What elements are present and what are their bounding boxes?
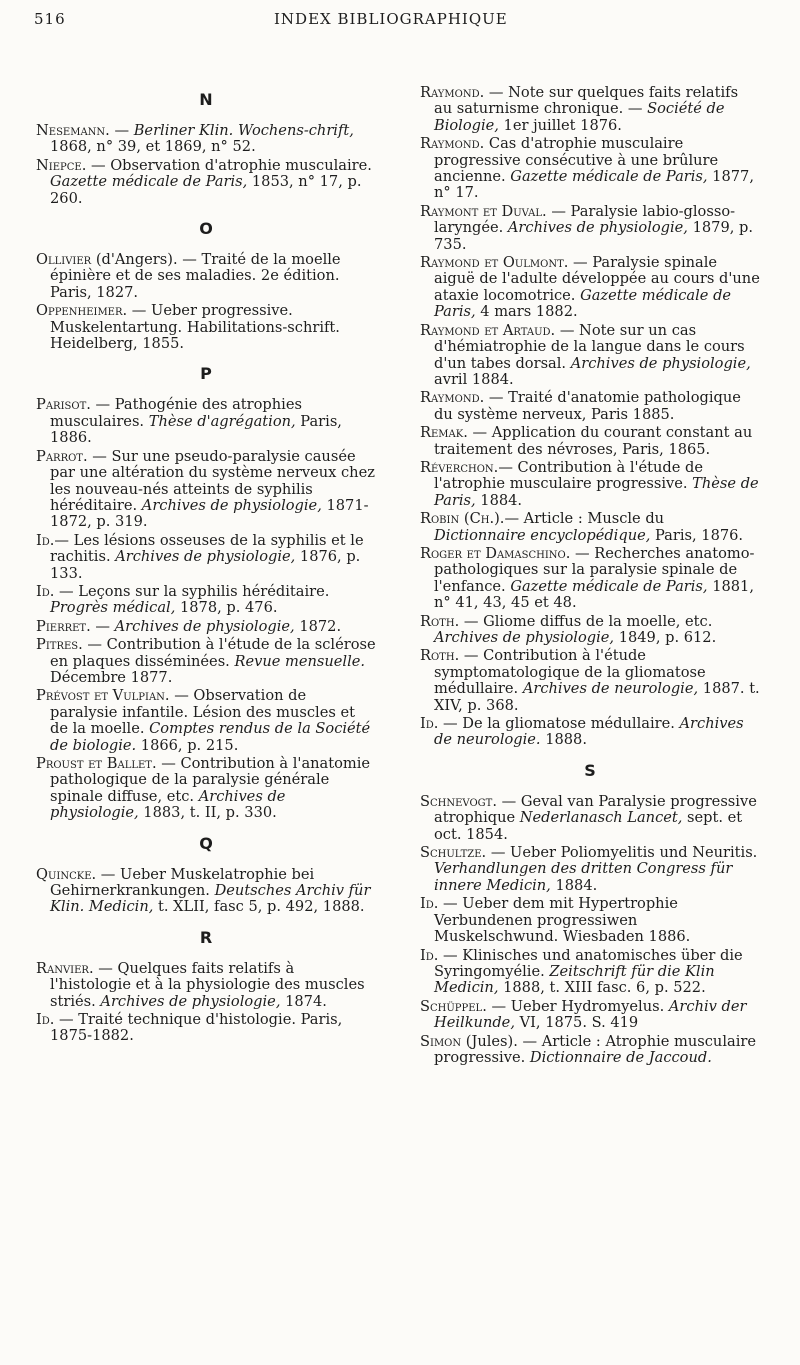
entry-text: — Ueber Hydromyelus.	[486, 997, 669, 1015]
entry-details: 1849, p. 612.	[614, 629, 717, 646]
entry-details: 1876, p. 133.	[50, 548, 361, 582]
entry-text: — De la gliomatose médullaire.	[438, 715, 680, 733]
entry-details: 1868, n° 39, et 1869, n° 52.	[50, 138, 256, 156]
bibliography-entry	[420, 255, 760, 321]
bibliography-entry	[36, 533, 376, 582]
bibliography-entry	[420, 85, 760, 134]
bibliography-entry	[420, 794, 760, 843]
bibliography-entry	[36, 756, 376, 822]
entry-details: sept. et oct. 1854.	[434, 809, 743, 843]
entry-journal: Gazette médicale de Paris,	[50, 173, 248, 191]
entry-text: — Application du courant constant au traitement des névroses, Paris, 1865.	[434, 424, 753, 458]
bibliography-entry	[36, 1012, 376, 1045]
entry-text: — Observation de paralysie infantile. Lésion des muscles et de la moelle.	[50, 687, 355, 738]
entry-author: Nesemann.	[36, 122, 110, 139]
right-column	[420, 85, 760, 1068]
bibliography-entry	[36, 303, 376, 352]
entry-author: Réverchon.	[420, 458, 499, 476]
entry-author: Id.	[36, 531, 55, 549]
entry-author: Raymond et Oulmont.	[420, 254, 569, 272]
entry-author: Pitres.	[36, 636, 83, 654]
entry-journal: Dictionnaire de Jaccoud.	[529, 1048, 712, 1066]
entry-details: 1871-1872, p. 319.	[50, 496, 369, 531]
bibliography-entry	[420, 460, 760, 509]
entry-text: — Traité d'anatomie pathologique du système nerveux, Paris 1885.	[434, 389, 741, 423]
entry-details: 1er juillet 1876.	[498, 116, 622, 134]
entry-journal: Gazette médicale de Paris,	[510, 168, 708, 186]
entry-details: 1884.	[475, 491, 523, 509]
bibliography-entry	[420, 845, 760, 894]
entry-journal: Archives de physiologie,	[50, 787, 286, 822]
bibliography-entry	[420, 390, 760, 423]
entry-author: Raymond et Artaud.	[420, 321, 556, 339]
entry-details: Décembre 1877.	[50, 668, 173, 686]
entry-text: — Les lésions osseuses de la syphilis et le rachitis.	[50, 531, 364, 566]
entry-text: — Contribution à l'anatomie pathologique de la paralysie générale spinale diffuse, etc.	[50, 755, 371, 805]
entry-author: Parisot.	[36, 396, 91, 414]
entry-details: avril 1884.	[434, 370, 514, 388]
entry-journal: Archives de neurologie.	[434, 715, 744, 749]
entry-author: Raymond.	[420, 84, 485, 101]
entry-details: 1872.	[294, 617, 342, 635]
bibliography-entry	[420, 999, 760, 1032]
entry-details: 1879, p. 735.	[434, 219, 753, 253]
entry-journal: Nederlanasch Lancet,	[519, 809, 683, 827]
bibliography-entry	[36, 619, 376, 635]
entry-text: — Quelques faits relatifs à l'histologie et à la physiologie des muscles striés.	[50, 959, 365, 1010]
entry-author: Roger et Damaschino.	[420, 544, 571, 562]
entry-journal: Archives de physiologie,	[507, 219, 688, 237]
entry-details: 1881, n° 41, 43, 45 et 48.	[434, 577, 754, 612]
bibliography-entry	[420, 425, 760, 458]
entry-journal: Archives de physiologie,	[141, 496, 322, 514]
bibliography-entry	[420, 948, 760, 997]
entry-details: t. XLII, fasc 5, p. 492, 1888.	[153, 898, 365, 916]
entry-journal: Archiv der Heilkunde,	[434, 997, 747, 1032]
entry-details: 1866, p. 215.	[136, 736, 239, 754]
section-letter: O	[199, 219, 213, 239]
entry-text: —	[109, 122, 134, 139]
entry-author: Raymond.	[420, 389, 485, 407]
entry-text: — Geval van Paralysie progressive atrophique	[434, 792, 757, 827]
bibliography-entry	[420, 511, 760, 544]
entry-author: Schultze.	[420, 844, 487, 862]
entry-author: Niepce.	[36, 156, 87, 174]
bibliography-entry	[420, 896, 760, 945]
entry-text: — Paralysie labio-glosso-laryngée.	[434, 202, 736, 237]
entry-text: — Ueber dem mit Hypertrophie Verbundenen progressiwen Muskelschwund. Wiesbaden 1886.	[434, 895, 691, 946]
entry-journal: Progrès médical,	[50, 599, 176, 617]
entry-journal: Zeitschrift für die Klin Medicin,	[434, 962, 715, 997]
entry-details: 1888.	[540, 731, 587, 749]
entry-journal: Archives de physiologie,	[100, 992, 281, 1010]
bibliography-entry	[36, 449, 376, 531]
bibliography-entry	[36, 397, 376, 446]
entry-journal: Thèse de Paris,	[434, 475, 759, 509]
section-letter: R	[199, 927, 213, 947]
entry-text: — Traité technique d'histologie. Paris, 1875-1882.	[50, 1011, 343, 1045]
entry-journal: Thèse d'agrégation,	[148, 412, 296, 430]
entry-details: VI, 1875. S. 419	[514, 1014, 639, 1032]
entry-author: Oppenheimer.	[36, 302, 128, 320]
entry-author: Remak.	[420, 424, 468, 442]
bibliography-entry	[36, 584, 376, 617]
entry-author: Schnevogt.	[420, 792, 497, 810]
entry-journal: Archives de physiologie,	[434, 629, 615, 646]
entry-text: — Ueber Poliomyelitis und Neuritis.	[486, 844, 758, 862]
entry-author: Raymont et Duval.	[420, 202, 547, 220]
left-column	[36, 78, 376, 1047]
entry-author: Id.	[420, 895, 439, 913]
bibliography-entry	[420, 204, 760, 253]
bibliography-entry	[36, 123, 376, 156]
entry-text: —	[90, 617, 115, 635]
entry-text: — Pathogénie des atrophies musculaires.	[50, 396, 302, 430]
entry-text: (Jules). — Article : Atrophie musculaire progressive.	[434, 1032, 756, 1066]
entry-text: — Article : Muscle du	[504, 510, 665, 528]
entry-journal: Gazette médicale de Paris,	[510, 577, 708, 595]
entry-journal: Société de Biologie,	[434, 100, 725, 134]
entry-author: Proust et Ballet.	[36, 755, 157, 772]
entry-author: Id.	[420, 946, 439, 964]
entry-author: Roth.	[420, 612, 460, 630]
entry-journal: Verhandlungen des dritten Congress für innere Medicin,	[434, 860, 733, 894]
entry-author: Quincke.	[36, 865, 97, 883]
entry-author: Id.	[36, 1011, 55, 1029]
bibliography-entry	[36, 158, 376, 207]
running-title: INDEX BIBLIOGRAPHIQUE	[274, 10, 508, 28]
entry-journal: Berliner Klin. Wochens-chrift,	[133, 122, 354, 139]
entry-journal: Archives de physiologie,	[114, 617, 295, 635]
entry-details: 1887. t. XIV, p. 368.	[434, 680, 760, 714]
entry-text: — Gliome diffus de la moelle, etc.	[459, 612, 713, 630]
entry-author: Robin (Ch.).	[420, 510, 505, 528]
bibliography-entry	[420, 648, 760, 714]
entry-journal: Revue mensuelle.	[234, 652, 366, 670]
entry-text: — Contribution à l'étude symptomatologique de la gliomatose médullaire.	[434, 647, 706, 698]
entry-text: — Ueber Muskelatrophie bei Gehirnerkrankungen.	[50, 865, 315, 900]
entry-details: 4 mars 1882.	[475, 303, 578, 321]
entry-author: Parrot.	[36, 447, 88, 465]
bibliography-entry	[36, 252, 376, 301]
entry-details: 1883, t. II, p. 330.	[138, 804, 277, 822]
section-letter: P	[200, 364, 212, 384]
entry-details: Paris, 1886.	[50, 412, 342, 447]
section-letter: S	[584, 760, 596, 780]
entry-text: (d'Angers). — Traité de la moelle épinière et de ses maladies. 2e édition. Paris, 1827.	[50, 251, 341, 301]
entry-text: Cas d'atrophie musculaire progressive consécutive à une brûlure ancienne.	[434, 135, 719, 186]
bibliography-entry	[36, 867, 376, 916]
entry-journal: Archives de physiologie,	[115, 548, 296, 566]
bibliography-entry	[420, 1034, 760, 1067]
bibliography-entry	[420, 716, 760, 749]
entry-journal: Archives de physiologie,	[570, 354, 751, 372]
page-number: 516	[34, 10, 66, 28]
bibliography-entry	[420, 136, 760, 202]
bibliography-entry	[36, 961, 376, 1010]
entry-details: Paris, 1876.	[650, 526, 744, 544]
section-letter: Q	[199, 833, 213, 853]
entry-text: — Contribution à l'étude de l'atrophie musculaire progressive.	[434, 458, 704, 493]
entry-author: Ollivier	[36, 251, 92, 269]
entry-journal: Archives de neurologie,	[522, 680, 699, 698]
entry-details: 1888, t. XIII fasc. 6, p. 522.	[498, 979, 706, 997]
bibliography-entry	[36, 637, 376, 686]
entry-text: — Leçons sur la syphilis héréditaire.	[54, 582, 330, 600]
section-letter: N	[199, 90, 213, 109]
entry-author: Ranvier.	[36, 959, 94, 977]
entry-text: — Klinisches und anatomisches über die Syringomyélie.	[434, 946, 743, 980]
entry-text: — Note sur quelques faits relatifs au saturnisme chronique. —	[434, 84, 739, 118]
entry-author: Schüppel.	[420, 997, 487, 1015]
entry-text: — Ueber progressive. Muskelentartung. Habilitations-schrift. Heidelberg, 1855.	[50, 302, 340, 353]
entry-journal: Gazette médicale de Paris,	[434, 286, 732, 321]
entry-journal: Dictionnaire encyclopédique,	[434, 526, 651, 544]
entry-author: Roth.	[420, 647, 460, 665]
entry-author: Pierret.	[36, 617, 91, 635]
entry-details: 1884.	[550, 876, 598, 894]
entry-text: — Paralysie spinale aiguë de l'adulte développée au cours d'une ataxie locomotrice.	[434, 254, 760, 304]
bibliography-entry	[420, 546, 760, 612]
entry-author: Raymond.	[420, 135, 485, 153]
bibliography-entry	[420, 614, 760, 647]
entry-author: Id.	[36, 582, 55, 600]
entry-text: — Sur une pseudo-paralysie causée par une altération du système nerveux chez les nouveau-nés atteints de syphilis héréditaire.	[50, 447, 375, 514]
bibliography-entry	[36, 688, 376, 754]
page-header	[34, 10, 766, 44]
entry-text: — Note sur un cas d'hémiatrophie de la langue dans le cours d'un tabes dorsal.	[434, 321, 745, 372]
entry-details: 1853, n° 17, p. 260.	[50, 173, 362, 207]
entry-text: — Recherches anatomo-pathologiques sur la paralysie spinale de l'enfance.	[434, 544, 755, 595]
entry-author: Id.	[420, 715, 439, 733]
bibliography-entry	[420, 323, 760, 389]
entry-author: Prévost et Vulpian.	[36, 687, 170, 705]
entry-journal: Deutsches Archiv für Klin. Medicin,	[50, 882, 371, 916]
entry-text: — Contribution à l'étude de la sclérose en plaques disséminées.	[50, 636, 376, 670]
entry-author: Simon	[420, 1032, 462, 1050]
entry-details: 1878, p. 476.	[175, 599, 278, 617]
entry-journal: Comptes rendus de la Société de biologie.	[50, 720, 371, 754]
entry-details: 1874.	[280, 992, 327, 1010]
entry-text: — Observation d'atrophie musculaire.	[86, 156, 372, 174]
entry-details: 1877, n° 17.	[434, 168, 754, 202]
